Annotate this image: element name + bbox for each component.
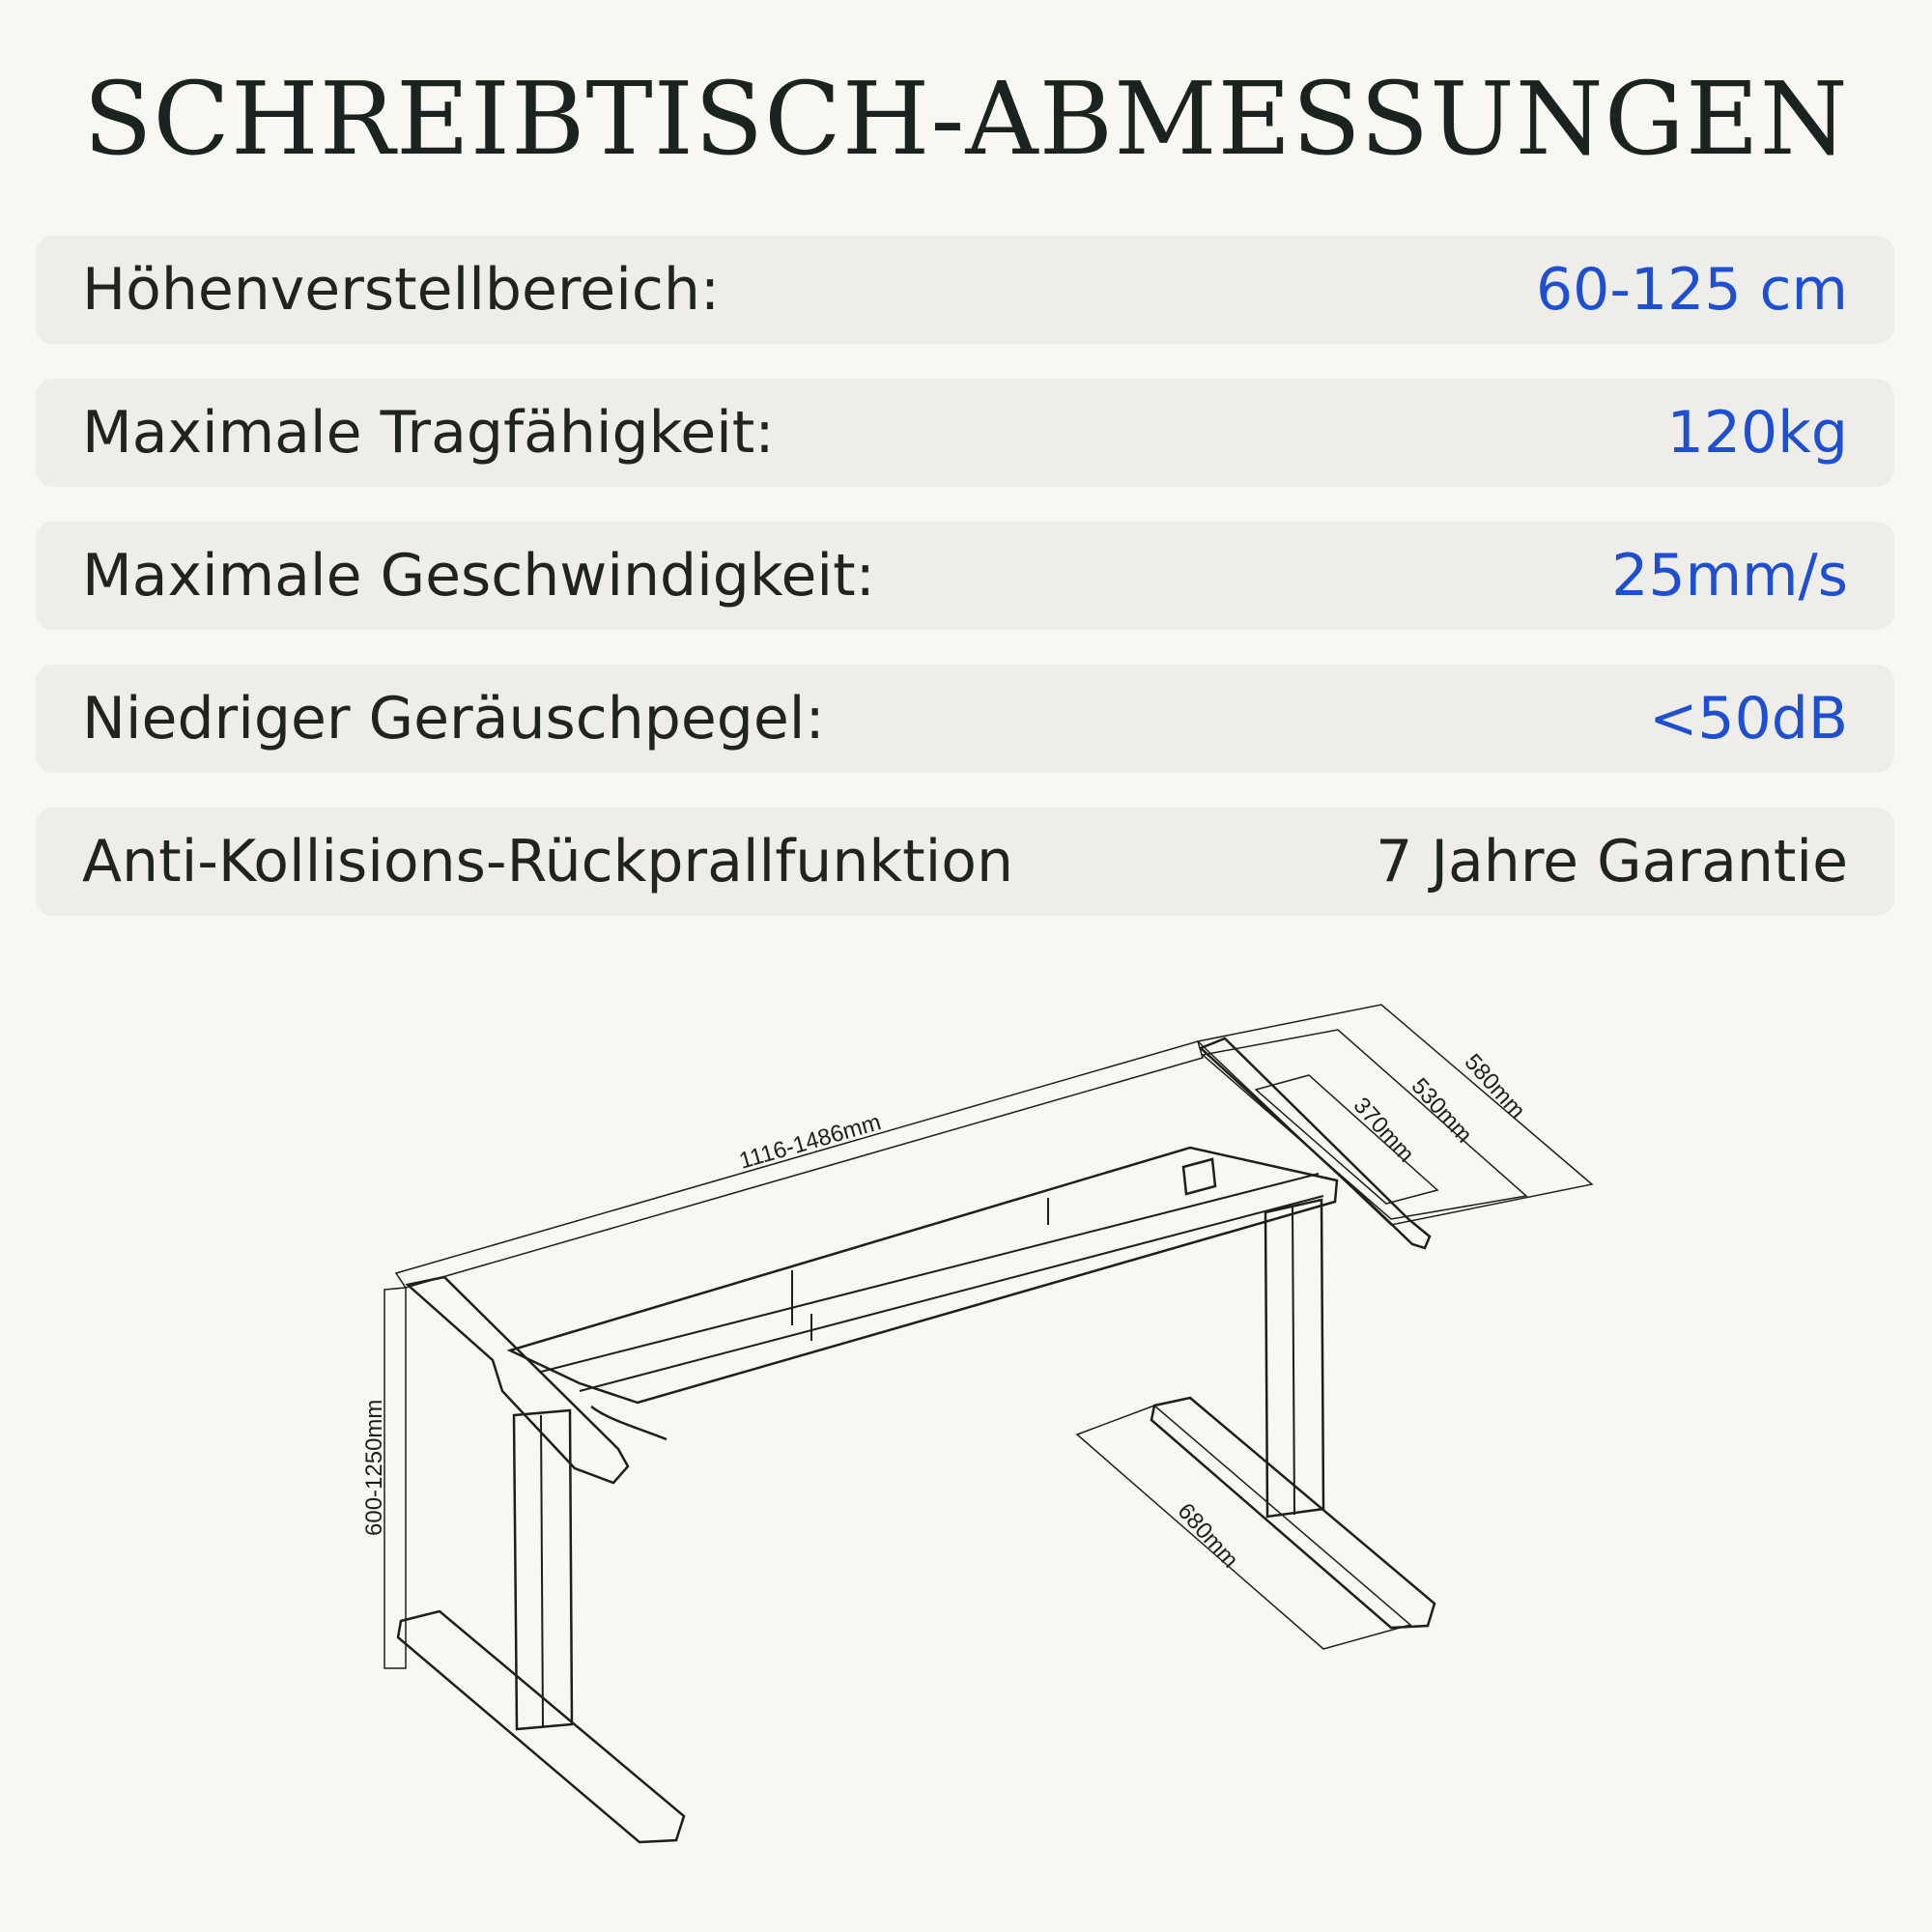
spec-label: Maximale Tragfähigkeit: [82, 399, 775, 467]
page-title: SCHREIBTISCH-ABMESSUNGEN [83, 60, 1849, 178]
width-dimension-plane [396, 1041, 1203, 1288]
spec-label: Höhenverstellbereich: [82, 256, 721, 324]
spec-label: Niedriger Geräuschpegel: [82, 685, 825, 753]
spec-value: 25mm/s [1611, 542, 1848, 610]
height-dimension-plane [384, 1288, 406, 1668]
spec-value: 60-125 cm [1535, 256, 1848, 324]
spec-value: <50dB [1649, 685, 1848, 753]
motor-box [1183, 1159, 1215, 1194]
depth-580-frame [1198, 1005, 1592, 1225]
height-dimension-label: 600-1250mm [361, 1399, 387, 1536]
spec-value: 7 Jahre Garantie [1376, 828, 1848, 895]
spec-label: Anti-Kollisions-Rückprallfunktion [82, 828, 1014, 895]
width-dimension-label: 1116-1486mm [736, 1109, 884, 1175]
foot-length-label: 680mm [1172, 1497, 1244, 1574]
spec-label: Maximale Geschwindigkeit: [82, 542, 875, 610]
depth-580-label: 580mm [1459, 1048, 1531, 1124]
left-top-bracket [408, 1277, 628, 1483]
depth-370-label: 370mm [1348, 1092, 1420, 1168]
depth-530-label: 530mm [1406, 1072, 1478, 1149]
spec-value: 120kg [1666, 399, 1848, 467]
